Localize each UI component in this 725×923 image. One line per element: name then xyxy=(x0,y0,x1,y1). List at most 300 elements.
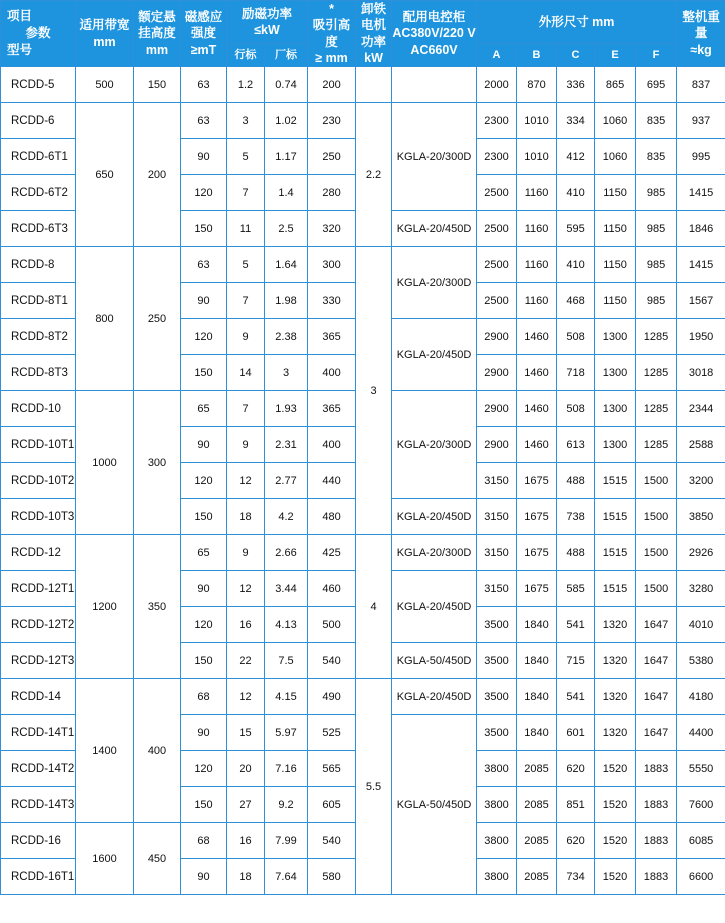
header-power-standard-factory: 厂标 xyxy=(265,44,308,67)
cell-magnetic-induction: 150 xyxy=(181,355,227,391)
cell-dim-c: 468 xyxy=(557,283,595,319)
cell-suction-height: 580 xyxy=(308,859,356,895)
cell-dim-c: 410 xyxy=(557,247,595,283)
cell-suction-height: 565 xyxy=(308,751,356,787)
cell-model: RCDD-8T1 xyxy=(1,283,76,319)
cell-dim-b: 1675 xyxy=(517,499,557,535)
header-dim-e: E xyxy=(595,44,636,67)
cell-model: RCDD-16T1 xyxy=(1,859,76,895)
cell-dim-e: 1060 xyxy=(595,139,636,175)
cell-control-cabinet: KGLA-50/450D xyxy=(392,715,477,895)
cell-power-national: 12 xyxy=(227,463,265,499)
cell-total-weight: 2926 xyxy=(677,535,725,571)
header-total-weight-name: 整机重量 xyxy=(682,10,720,41)
cell-rated-height: 350 xyxy=(134,535,181,679)
cell-rated-height: 150 xyxy=(134,67,181,103)
cell-dim-f: 1647 xyxy=(636,715,677,751)
cell-motor-power: 4 xyxy=(356,535,392,679)
header-total-weight-unit: ≈kg xyxy=(690,42,712,57)
cell-belt-width: 1000 xyxy=(76,391,134,535)
cell-suction-height: 365 xyxy=(308,319,356,355)
cell-dim-a: 3150 xyxy=(477,571,517,607)
cell-model: RCDD-10T3 xyxy=(1,499,76,535)
cell-power-factory: 2.38 xyxy=(265,319,308,355)
cell-dim-c: 718 xyxy=(557,355,595,391)
cell-model: RCDD-12T1 xyxy=(1,571,76,607)
cell-dim-f: 985 xyxy=(636,211,677,247)
cell-total-weight: 3850 xyxy=(677,499,725,535)
cell-total-weight: 5550 xyxy=(677,751,725,787)
cell-dim-c: 488 xyxy=(557,535,595,571)
cell-total-weight: 7600 xyxy=(677,787,725,823)
cell-dim-b: 2085 xyxy=(517,859,557,895)
cell-magnetic-induction: 150 xyxy=(181,211,227,247)
cell-model: RCDD-12 xyxy=(1,535,76,571)
header-excitation-power-unit: ≤kW xyxy=(254,23,280,37)
cell-power-national: 7 xyxy=(227,283,265,319)
header-magnetic-induction-unit: ≥mT xyxy=(190,42,217,57)
cell-dim-b: 1675 xyxy=(517,571,557,607)
cell-belt-width: 1600 xyxy=(76,823,134,895)
cell-power-national: 16 xyxy=(227,823,265,859)
cell-power-factory: 2.77 xyxy=(265,463,308,499)
cell-rated-height: 250 xyxy=(134,247,181,391)
cell-magnetic-induction: 90 xyxy=(181,715,227,751)
cell-magnetic-induction: 120 xyxy=(181,751,227,787)
cell-model: RCDD-10T2 xyxy=(1,463,76,499)
cell-belt-width: 1400 xyxy=(76,679,134,823)
cell-control-cabinet: KGLA-20/300D xyxy=(392,535,477,571)
cell-dim-a: 3800 xyxy=(477,859,517,895)
cell-total-weight: 1415 xyxy=(677,175,725,211)
cell-dim-b: 870 xyxy=(517,67,557,103)
cell-dim-c: 595 xyxy=(557,211,595,247)
cell-dim-a: 2900 xyxy=(477,355,517,391)
cell-model: RCDD-8T3 xyxy=(1,355,76,391)
cell-dim-e: 1150 xyxy=(595,247,636,283)
cell-power-factory: 1.02 xyxy=(265,103,308,139)
cell-power-factory: 7.99 xyxy=(265,823,308,859)
cell-dim-a: 3800 xyxy=(477,823,517,859)
cell-magnetic-induction: 65 xyxy=(181,535,227,571)
cell-power-national: 5 xyxy=(227,139,265,175)
cell-power-factory: 1.64 xyxy=(265,247,308,283)
cell-dim-f: 695 xyxy=(636,67,677,103)
cell-dim-b: 1460 xyxy=(517,391,557,427)
cell-suction-height: 300 xyxy=(308,247,356,283)
cell-power-factory: 2.5 xyxy=(265,211,308,247)
cell-power-national: 9 xyxy=(227,319,265,355)
cell-total-weight: 4400 xyxy=(677,715,725,751)
cell-motor-power: 2.2 xyxy=(356,103,392,247)
cell-dim-e: 1320 xyxy=(595,643,636,679)
cell-power-factory: 1.98 xyxy=(265,283,308,319)
cell-model: RCDD-14T3 xyxy=(1,787,76,823)
cell-magnetic-induction: 63 xyxy=(181,247,227,283)
cell-model: RCDD-6T1 xyxy=(1,139,76,175)
header-total-weight xyxy=(677,1,725,67)
cell-magnetic-induction: 120 xyxy=(181,319,227,355)
table-header xyxy=(1,1,725,67)
cell-total-weight: 837 xyxy=(677,67,725,103)
cell-control-cabinet: KGLA-20/450D xyxy=(392,319,477,391)
cell-suction-height: 540 xyxy=(308,643,356,679)
header-motor-power-unit: kW xyxy=(364,50,383,65)
cell-dim-a: 3500 xyxy=(477,607,517,643)
cell-dim-c: 336 xyxy=(557,67,595,103)
cell-power-national: 9 xyxy=(227,427,265,463)
cell-dim-c: 851 xyxy=(557,787,595,823)
cell-power-national: 12 xyxy=(227,571,265,607)
cell-dim-e: 1520 xyxy=(595,859,636,895)
cell-dim-b: 1840 xyxy=(517,679,557,715)
cell-belt-width: 1200 xyxy=(76,535,134,679)
cell-dim-e: 1150 xyxy=(595,283,636,319)
cell-dim-a: 2900 xyxy=(477,391,517,427)
cell-dim-a: 3500 xyxy=(477,715,517,751)
cell-power-factory: 7.64 xyxy=(265,859,308,895)
header-corner-line3: 型号 xyxy=(7,42,33,57)
cell-dim-e: 1520 xyxy=(595,787,636,823)
table-row xyxy=(1,679,725,715)
cell-control-cabinet: KGLA-20/300D xyxy=(392,391,477,499)
cell-dim-e: 1320 xyxy=(595,607,636,643)
cell-dim-e: 865 xyxy=(595,67,636,103)
cell-suction-height: 500 xyxy=(308,607,356,643)
cell-model: RCDD-14T2 xyxy=(1,751,76,787)
table-row xyxy=(1,67,725,103)
cell-control-cabinet: KGLA-20/300D xyxy=(392,247,477,319)
cell-magnetic-induction: 150 xyxy=(181,499,227,535)
cell-dim-f: 985 xyxy=(636,283,677,319)
cell-suction-height: 490 xyxy=(308,679,356,715)
cell-dim-f: 835 xyxy=(636,139,677,175)
cell-dim-b: 1840 xyxy=(517,607,557,643)
cell-dim-e: 1150 xyxy=(595,211,636,247)
cell-total-weight: 3018 xyxy=(677,355,725,391)
header-motor-power-name: 卸铁电机功率 xyxy=(361,2,387,49)
cell-rated-height: 200 xyxy=(134,103,181,247)
cell-dim-c: 613 xyxy=(557,427,595,463)
cell-power-factory: 7.5 xyxy=(265,643,308,679)
header-suction-height-prefix: * xyxy=(329,2,334,16)
cell-dim-f: 1500 xyxy=(636,499,677,535)
cell-dim-b: 1160 xyxy=(517,175,557,211)
cell-power-factory: 7.16 xyxy=(265,751,308,787)
cell-dim-a: 2500 xyxy=(477,247,517,283)
cell-dim-b: 1160 xyxy=(517,247,557,283)
cell-dim-f: 1647 xyxy=(636,679,677,715)
cell-total-weight: 4180 xyxy=(677,679,725,715)
cell-power-factory: 5.97 xyxy=(265,715,308,751)
cell-model: RCDD-6 xyxy=(1,103,76,139)
cell-control-cabinet: KGLA-20/450D xyxy=(392,499,477,535)
header-corner-line2: 参数 xyxy=(25,26,51,41)
cell-total-weight: 1950 xyxy=(677,319,725,355)
cell-dim-f: 1285 xyxy=(636,391,677,427)
cell-power-factory: 2.31 xyxy=(265,427,308,463)
cell-dim-b: 1160 xyxy=(517,283,557,319)
cell-power-national: 27 xyxy=(227,787,265,823)
cell-magnetic-induction: 90 xyxy=(181,571,227,607)
header-dim-c: C xyxy=(557,44,595,67)
cell-dim-a: 3150 xyxy=(477,463,517,499)
cell-magnetic-induction: 90 xyxy=(181,427,227,463)
cell-power-factory: 1.93 xyxy=(265,391,308,427)
cell-power-national: 18 xyxy=(227,859,265,895)
cell-magnetic-induction: 120 xyxy=(181,175,227,211)
cell-suction-height: 250 xyxy=(308,139,356,175)
cell-power-national: 9 xyxy=(227,535,265,571)
cell-dim-b: 2085 xyxy=(517,751,557,787)
cell-power-factory: 0.74 xyxy=(265,67,308,103)
cell-magnetic-induction: 120 xyxy=(181,607,227,643)
cell-suction-height: 400 xyxy=(308,427,356,463)
cell-model: RCDD-14T1 xyxy=(1,715,76,751)
cell-power-factory: 2.66 xyxy=(265,535,308,571)
cell-dim-f: 1285 xyxy=(636,355,677,391)
cell-dim-a: 2300 xyxy=(477,139,517,175)
cell-control-cabinet: KGLA-20/450D xyxy=(392,571,477,643)
cell-dim-e: 1520 xyxy=(595,751,636,787)
cell-dim-f: 1500 xyxy=(636,571,677,607)
cell-dim-a: 3800 xyxy=(477,787,517,823)
cell-dim-f: 1883 xyxy=(636,787,677,823)
cell-power-factory: 3.44 xyxy=(265,571,308,607)
cell-dim-c: 488 xyxy=(557,463,595,499)
cell-magnetic-induction: 150 xyxy=(181,643,227,679)
cell-model: RCDD-16 xyxy=(1,823,76,859)
cell-dim-a: 2900 xyxy=(477,427,517,463)
cell-dim-e: 1515 xyxy=(595,499,636,535)
cell-rated-height: 450 xyxy=(134,823,181,895)
cell-dim-c: 508 xyxy=(557,391,595,427)
cell-total-weight: 937 xyxy=(677,103,725,139)
header-control-cabinet-unit: AC380V/220 V AC660V xyxy=(392,26,476,57)
cell-dim-e: 1300 xyxy=(595,355,636,391)
cell-suction-height: 480 xyxy=(308,499,356,535)
cell-power-national: 12 xyxy=(227,679,265,715)
cell-dim-b: 2085 xyxy=(517,823,557,859)
cell-dim-e: 1300 xyxy=(595,391,636,427)
cell-power-factory: 4.13 xyxy=(265,607,308,643)
header-magnetic-induction-name: 磁感应强度 xyxy=(184,10,223,41)
cell-dim-e: 1520 xyxy=(595,823,636,859)
cell-belt-width: 500 xyxy=(76,67,134,103)
cell-magnetic-induction: 120 xyxy=(181,463,227,499)
cell-control-cabinet: KGLA-20/450D xyxy=(392,211,477,247)
cell-power-national: 3 xyxy=(227,103,265,139)
cell-power-national: 7 xyxy=(227,175,265,211)
cell-belt-width: 800 xyxy=(76,247,134,391)
cell-dim-b: 1460 xyxy=(517,427,557,463)
cell-power-national: 1.2 xyxy=(227,67,265,103)
cell-dim-b: 1010 xyxy=(517,139,557,175)
table-body xyxy=(1,67,725,895)
cell-dim-c: 715 xyxy=(557,643,595,679)
cell-power-factory: 1.4 xyxy=(265,175,308,211)
cell-dim-e: 1515 xyxy=(595,571,636,607)
header-control-cabinet xyxy=(392,1,477,67)
cell-dim-a: 2300 xyxy=(477,103,517,139)
cell-suction-height: 330 xyxy=(308,283,356,319)
cell-suction-height: 525 xyxy=(308,715,356,751)
cell-dim-c: 541 xyxy=(557,679,595,715)
cell-total-weight: 995 xyxy=(677,139,725,175)
cell-suction-height: 320 xyxy=(308,211,356,247)
cell-model: RCDD-5 xyxy=(1,67,76,103)
cell-dim-e: 1320 xyxy=(595,679,636,715)
cell-power-national: 16 xyxy=(227,607,265,643)
header-belt-width xyxy=(76,1,134,67)
cell-suction-height: 605 xyxy=(308,787,356,823)
cell-dim-a: 3150 xyxy=(477,499,517,535)
header-dim-a: A xyxy=(477,44,517,67)
cell-control-cabinet: KGLA-20/450D xyxy=(392,679,477,715)
cell-total-weight: 1567 xyxy=(677,283,725,319)
cell-suction-height: 400 xyxy=(308,355,356,391)
cell-magnetic-induction: 63 xyxy=(181,67,227,103)
cell-dim-a: 3500 xyxy=(477,679,517,715)
cell-total-weight: 1415 xyxy=(677,247,725,283)
cell-total-weight: 6085 xyxy=(677,823,725,859)
cell-control-cabinet: KGLA-50/450D xyxy=(392,643,477,679)
cell-suction-height: 425 xyxy=(308,535,356,571)
cell-dim-c: 412 xyxy=(557,139,595,175)
cell-suction-height: 200 xyxy=(308,67,356,103)
cell-suction-height: 440 xyxy=(308,463,356,499)
cell-dim-a: 2500 xyxy=(477,211,517,247)
cell-suction-height: 540 xyxy=(308,823,356,859)
cell-model: RCDD-12T3 xyxy=(1,643,76,679)
cell-total-weight: 4010 xyxy=(677,607,725,643)
cell-dim-f: 1285 xyxy=(636,319,677,355)
cell-magnetic-induction: 150 xyxy=(181,787,227,823)
cell-dim-b: 1840 xyxy=(517,715,557,751)
cell-power-national: 22 xyxy=(227,643,265,679)
header-corner xyxy=(1,1,76,67)
cell-total-weight: 5380 xyxy=(677,643,725,679)
header-excitation-power xyxy=(227,1,308,44)
cell-total-weight: 2344 xyxy=(677,391,725,427)
cell-dim-c: 508 xyxy=(557,319,595,355)
cell-power-national: 14 xyxy=(227,355,265,391)
cell-dim-f: 985 xyxy=(636,247,677,283)
table-row xyxy=(1,247,725,283)
cell-dim-a: 3500 xyxy=(477,643,517,679)
cell-power-national: 18 xyxy=(227,499,265,535)
header-dim-f: F xyxy=(636,44,677,67)
cell-magnetic-induction: 90 xyxy=(181,283,227,319)
cell-power-national: 20 xyxy=(227,751,265,787)
cell-dim-b: 1460 xyxy=(517,319,557,355)
cell-dim-a: 2500 xyxy=(477,175,517,211)
cell-model: RCDD-6T2 xyxy=(1,175,76,211)
cell-control-cabinet xyxy=(392,67,477,103)
cell-dim-f: 1883 xyxy=(636,859,677,895)
cell-power-factory: 9.2 xyxy=(265,787,308,823)
cell-power-national: 11 xyxy=(227,211,265,247)
header-belt-width-name: 适用带宽 xyxy=(79,18,130,33)
cell-dim-b: 1675 xyxy=(517,535,557,571)
cell-model: RCDD-12T2 xyxy=(1,607,76,643)
cell-magnetic-induction: 90 xyxy=(181,139,227,175)
cell-power-factory: 4.2 xyxy=(265,499,308,535)
cell-model: RCDD-14 xyxy=(1,679,76,715)
cell-dim-c: 334 xyxy=(557,103,595,139)
header-rated-height-unit: mm xyxy=(145,42,169,57)
cell-dim-c: 620 xyxy=(557,823,595,859)
cell-suction-height: 230 xyxy=(308,103,356,139)
cell-dim-e: 1150 xyxy=(595,175,636,211)
cell-power-factory: 4.15 xyxy=(265,679,308,715)
cell-dim-c: 601 xyxy=(557,715,595,751)
cell-dim-f: 1883 xyxy=(636,751,677,787)
header-suction-height-name: 吸引高度 xyxy=(312,18,351,49)
cell-model: RCDD-8 xyxy=(1,247,76,283)
cell-dim-b: 2085 xyxy=(517,787,557,823)
header-rated-height-name: 额定悬挂高度 xyxy=(138,10,176,41)
cell-dim-a: 2500 xyxy=(477,283,517,319)
cell-total-weight: 6600 xyxy=(677,859,725,895)
cell-dim-b: 1840 xyxy=(517,643,557,679)
cell-power-national: 7 xyxy=(227,391,265,427)
cell-motor-power: 5.5 xyxy=(356,679,392,895)
cell-dim-a: 3800 xyxy=(477,751,517,787)
cell-suction-height: 460 xyxy=(308,571,356,607)
cell-dim-f: 985 xyxy=(636,175,677,211)
cell-dim-b: 1675 xyxy=(517,463,557,499)
cell-model: RCDD-8T2 xyxy=(1,319,76,355)
cell-magnetic-induction: 68 xyxy=(181,679,227,715)
cell-suction-height: 280 xyxy=(308,175,356,211)
cell-dim-c: 410 xyxy=(557,175,595,211)
cell-dim-b: 1010 xyxy=(517,103,557,139)
header-excitation-power-name: 励磁功率 xyxy=(242,6,293,21)
cell-dim-f: 1500 xyxy=(636,535,677,571)
cell-dim-e: 1300 xyxy=(595,427,636,463)
cell-total-weight: 1846 xyxy=(677,211,725,247)
cell-dim-c: 734 xyxy=(557,859,595,895)
cell-control-cabinet: KGLA-20/300D xyxy=(392,103,477,211)
table-row xyxy=(1,535,725,571)
cell-dim-e: 1300 xyxy=(595,319,636,355)
header-dim-b: B xyxy=(517,44,557,67)
cell-dim-f: 1500 xyxy=(636,463,677,499)
cell-dim-c: 585 xyxy=(557,571,595,607)
table-row xyxy=(1,103,725,139)
cell-power-national: 15 xyxy=(227,715,265,751)
cell-magnetic-induction: 90 xyxy=(181,859,227,895)
cell-dim-b: 1460 xyxy=(517,355,557,391)
cell-motor-power: 3 xyxy=(356,247,392,535)
cell-dim-b: 1160 xyxy=(517,211,557,247)
cell-suction-height: 365 xyxy=(308,391,356,427)
header-power-standard-national: 行标 xyxy=(227,44,265,67)
cell-magnetic-induction: 68 xyxy=(181,823,227,859)
cell-dim-a: 2900 xyxy=(477,319,517,355)
cell-rated-height: 300 xyxy=(134,391,181,535)
cell-dim-c: 541 xyxy=(557,607,595,643)
cell-total-weight: 3200 xyxy=(677,463,725,499)
cell-total-weight: 2588 xyxy=(677,427,725,463)
cell-dim-f: 1285 xyxy=(636,427,677,463)
header-rated-height xyxy=(134,1,181,67)
cell-magnetic-induction: 65 xyxy=(181,391,227,427)
header-motor-power xyxy=(356,1,392,67)
cell-magnetic-induction: 63 xyxy=(181,103,227,139)
cell-dim-a: 2000 xyxy=(477,67,517,103)
